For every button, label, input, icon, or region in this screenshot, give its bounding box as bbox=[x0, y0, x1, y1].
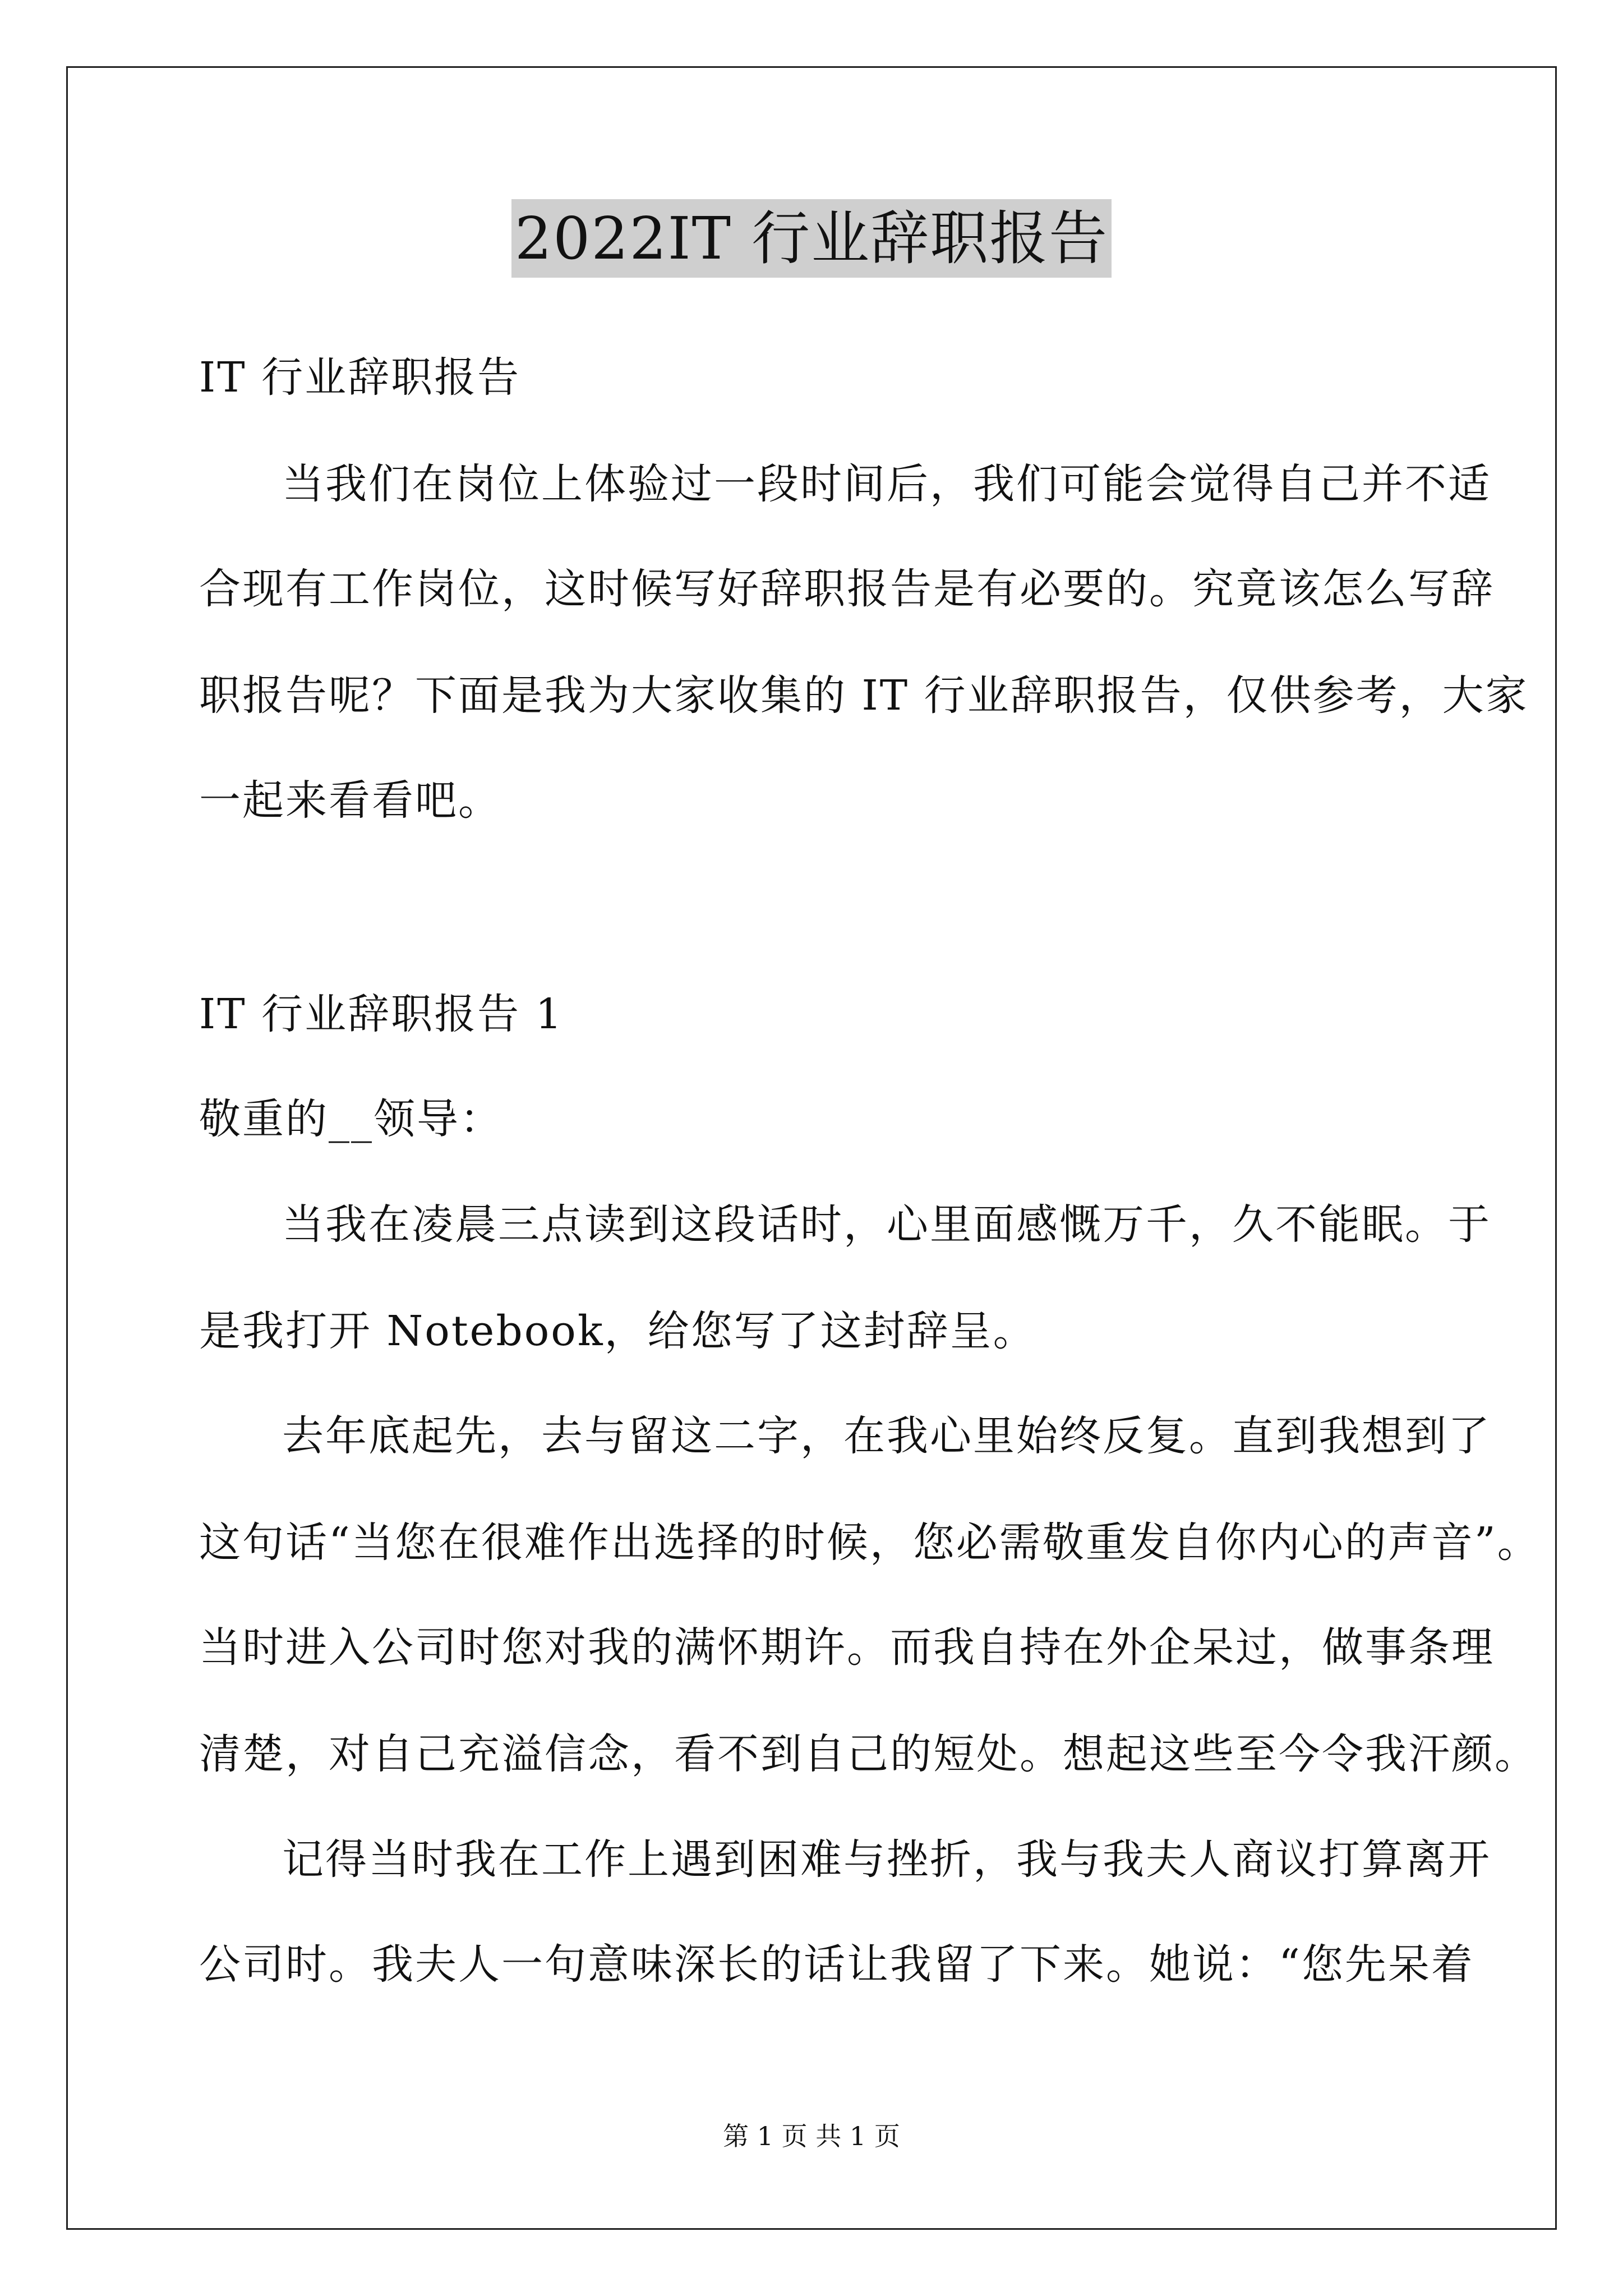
page-footer: 第 1 页 共 1 页 bbox=[723, 2121, 900, 2151]
intro-line-1: 当我们在岗位上体验过一段时间后，我们可能会觉得自己并不适 bbox=[282, 460, 1491, 508]
body-line-5: 当时进入公司时您对我的满怀期许。而我自持在外企呆过，做事条理 bbox=[199, 1623, 1495, 1672]
body-line-4: 这句话“当您在很难作出选择的时候，您必需敬重发自你内心的声音”。 bbox=[199, 1519, 1541, 1567]
intro-line-4: 一起来看看吧。 bbox=[199, 776, 501, 825]
document-title: 2022IT 行业辞职报告 bbox=[511, 199, 1112, 278]
document-subtitle: IT 行业辞职报告 bbox=[199, 353, 521, 402]
intro-line-3: 职报告呢？下面是我为大家收集的 IT 行业辞职报告，仅供参考，大家 bbox=[199, 671, 1529, 720]
body-line-3: 去年底起先，去与留这二字，在我心里始终反复。直到我想到了 bbox=[282, 1412, 1491, 1460]
body-line-7: 记得当时我在工作上遇到困难与挫折，我与我夫人商议打算离开 bbox=[282, 1835, 1491, 1884]
section-heading: IT 行业辞职报告 1 bbox=[199, 990, 564, 1038]
title-container bbox=[0, 199, 1623, 278]
salutation: 敬重的__领导： bbox=[199, 1095, 503, 1143]
body-line-8: 公司时。我夫人一句意味深长的话让我留了下来。她说：“您先呆着 bbox=[199, 1940, 1474, 1989]
body-line-6: 清楚，对自己充溢信念，看不到自己的短处。想起这些至今令我汗颜。 bbox=[199, 1730, 1538, 1778]
body-line-2: 是我打开 Notebook，给您写了这封辞呈。 bbox=[199, 1307, 1036, 1355]
intro-line-2: 合现有工作岗位，这时候写好辞职报告是有必要的。究竟该怎么写辞 bbox=[199, 565, 1495, 613]
body-line-1: 当我在凌晨三点读到这段话时，心里面感慨万千，久不能眠。于 bbox=[282, 1200, 1491, 1249]
